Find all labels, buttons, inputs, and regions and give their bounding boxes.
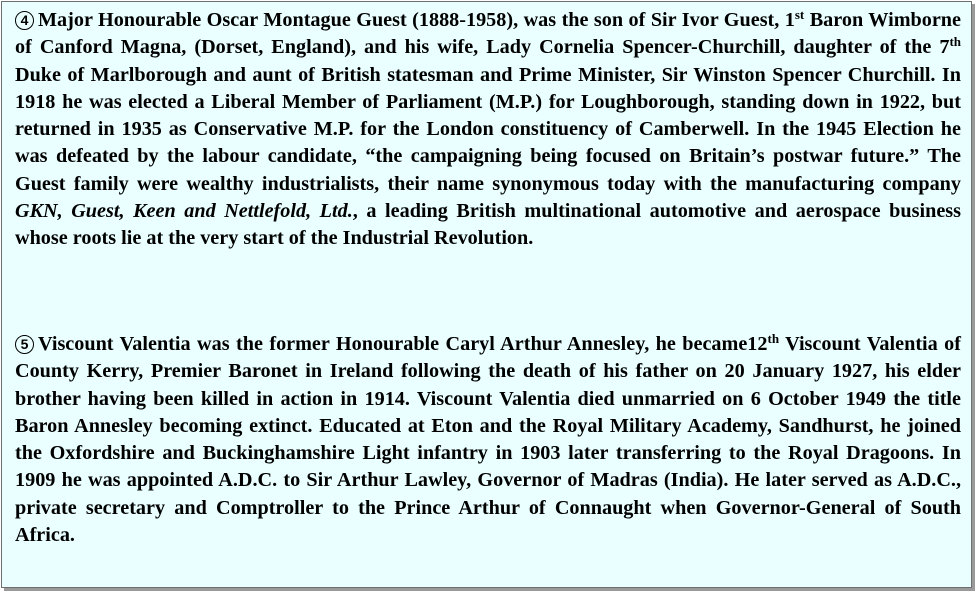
footnote-4-text-part1: Major Honourable Oscar Montague Guest (1888-1958), was the son of Sir Ivor Guest, xyxy=(38,9,785,31)
footnote-4-text-part3: Duke of Marlborough and aunt of British statesman and Prime Minister, Sir Winston Spencer Churchill. In 1918 he was elected a Liberal Member of Parliament (M.P.) for Loughborough, standing down in 1922, but returned in 1935 as Conservative M.P. for the London constituency of Camberwell. In the 1945 Election he was defeated by the labour candidate, “the campaigning being focused on Britain’s postwar future.” The Guest family were wealthy industrialists, their name synonymous today with the manufacturing company xyxy=(15,63,961,195)
footnote-5-text-part2: Viscount Valentia of County Kerry, Premier Baronet in Ireland following the death of his father on 20 January 1927, his elder brother having been killed in action in 1914. Viscount Valentia died unmarried on 6 October 1949 the title Baron Annesley becoming extinct. Educated at Eton and the Royal Military Academy, Sandhurst, he joined the Oxfordshire and Buckinghamshire Light infantry in 1903 later transferring to the Royal Dragoons. In 1909 he was appointed A.D.C. to Sir Arthur Lawley, Governor of Madras (India). He later served as A.D.C., private secretary and Comptroller to the Prince Arthur of Connaught when Governor-General of South Africa. xyxy=(15,333,961,547)
company-name: GKN, Guest, Keen and Nettlefold, Ltd. xyxy=(15,200,353,223)
footnote-5 xyxy=(15,331,961,549)
footnote-number-5: 5 xyxy=(15,335,34,354)
footnote-4-text-part4: , a leading British multinational automotive and aerospace business whose roots lie at the very start of the Industrial Revolution. xyxy=(15,200,961,250)
ordinal-suffix: st xyxy=(794,7,805,22)
ordinal-base: 7 xyxy=(939,36,950,59)
footnote-number-4: 4 xyxy=(15,11,34,30)
ordinal-base: 1 xyxy=(784,9,795,31)
ordinal-suffix: th xyxy=(949,34,961,50)
footnote-4-text-part2: Baron Wimborne of Canford Magna, (Dorset, England), and his wife, Lady Cornelia Spencer-Churchill, daughter of the xyxy=(15,9,961,59)
footnote-4 xyxy=(15,7,961,253)
footnote-5-text-part1: Viscount Valentia was the former Honourable Caryl Arthur Annesley, he became12 xyxy=(38,333,768,355)
footnotes-panel xyxy=(1,1,972,588)
ordinal-suffix: th xyxy=(767,331,780,346)
